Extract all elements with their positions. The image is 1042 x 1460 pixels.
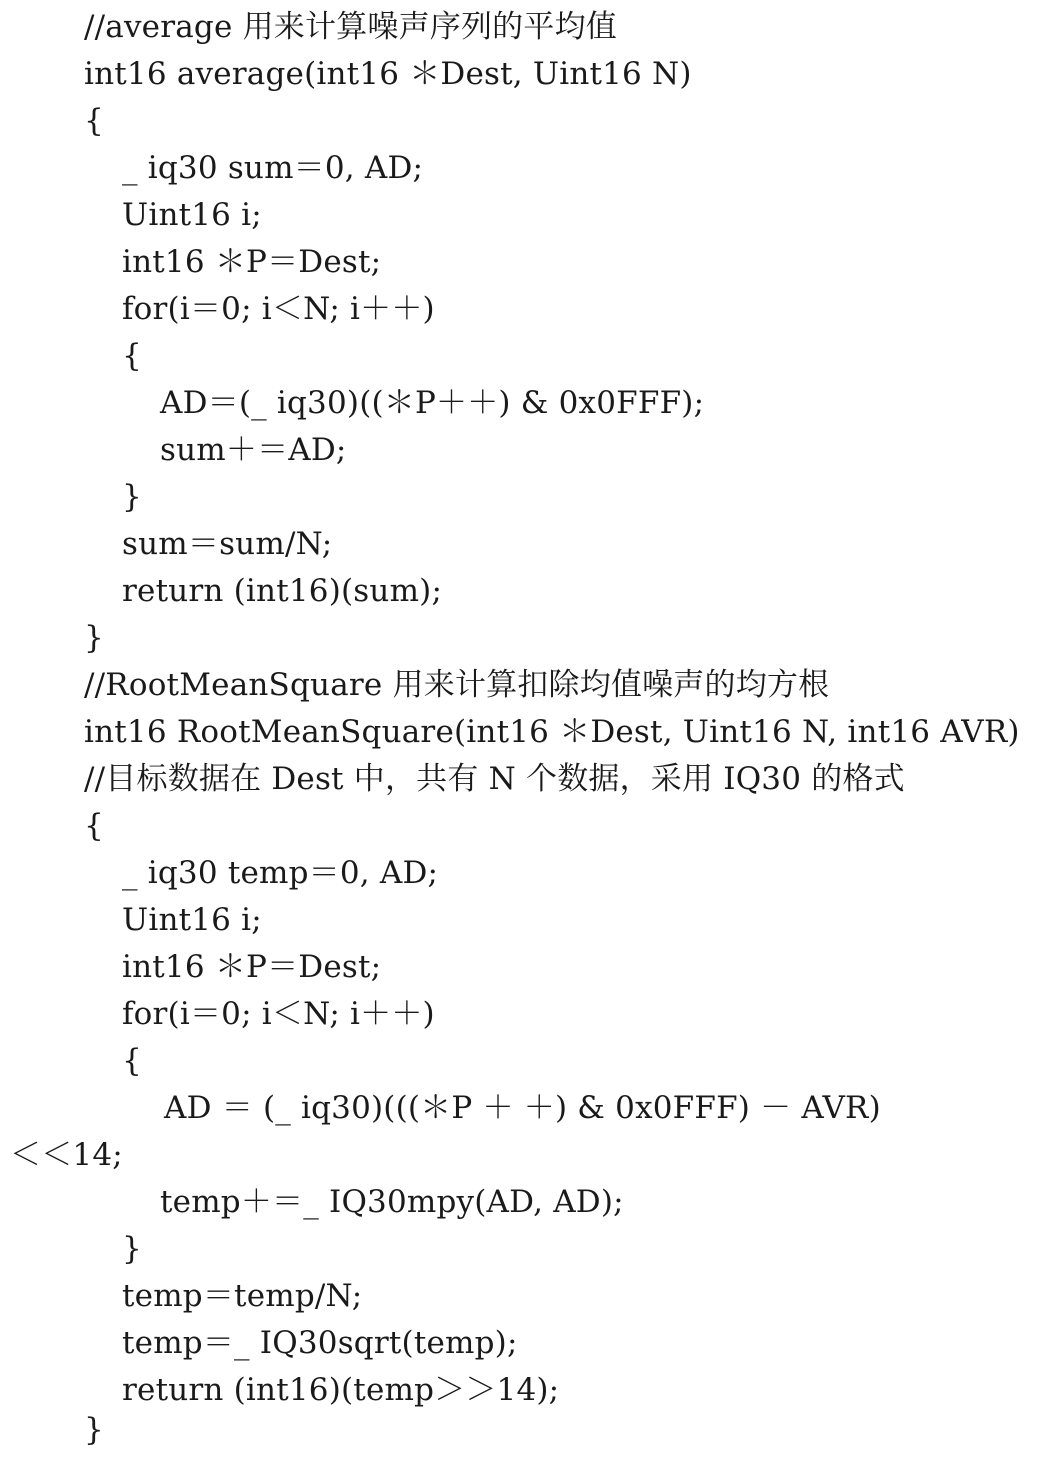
average-decl-sum: _ iq30 sum＝0, AD; [122,150,424,186]
average-close-brace: } [84,620,104,656]
average-for-open-brace: { [122,338,142,374]
average-for-close-brace: } [122,479,142,515]
rms-for: for(i＝0; i＜N; i＋＋) [122,996,435,1032]
average-sum-divide: sum＝sum/N; [122,526,333,562]
rms-decl-p: int16 ＊P＝Dest; [122,949,382,985]
rms-temp-sqrt: temp＝_ IQ30sqrt(temp); [122,1325,518,1361]
comment-rms-format: //目标数据在 Dest 中，共有 N 个数据，采用 IQ30 的格式 [84,761,905,797]
rms-signature: int16 RootMeanSquare(int16 ＊Dest, Uint16 N, int16 AVR) [84,714,1020,750]
average-return: return (int16)(sum); [122,573,443,609]
average-signature: int16 average(int16 ＊Dest, Uint16 N) [84,56,692,92]
rms-for-close-brace: } [122,1231,142,1267]
rms-return: return (int16)(temp＞＞14); [122,1372,560,1408]
rms-close-brace: } [84,1412,104,1448]
comment-rms: //RootMeanSquare 用来计算扣除均值噪声的均方根 [84,667,830,703]
average-open-brace: { [84,103,104,139]
comment-average: //average 用来计算噪声序列的平均值 [84,9,617,45]
rms-decl-temp: _ iq30 temp＝0, AD; [122,855,439,891]
rms-decl-i: Uint16 i; [122,902,262,938]
rms-ad-assign-wrap: ＜＜14; [10,1137,123,1173]
average-sum-accumulate: sum＋＝AD; [160,432,347,468]
rms-temp-accumulate: temp＋＝_ IQ30mpy(AD, AD); [160,1184,624,1220]
average-decl-p: int16 ＊P＝Dest; [122,244,382,280]
average-decl-i: Uint16 i; [122,197,262,233]
rms-open-brace: { [84,808,104,844]
rms-for-open-brace: { [122,1043,142,1079]
rms-temp-divide: temp＝temp/N; [122,1278,363,1314]
rms-ad-assign: AD ＝ (_ iq30)(((＊P ＋ ＋) & 0x0FFF) － AVR) [164,1090,881,1126]
average-ad-assign: AD＝(_ iq30)((＊P＋＋) & 0x0FFF); [160,385,705,421]
average-for: for(i＝0; i＜N; i＋＋) [122,291,435,327]
